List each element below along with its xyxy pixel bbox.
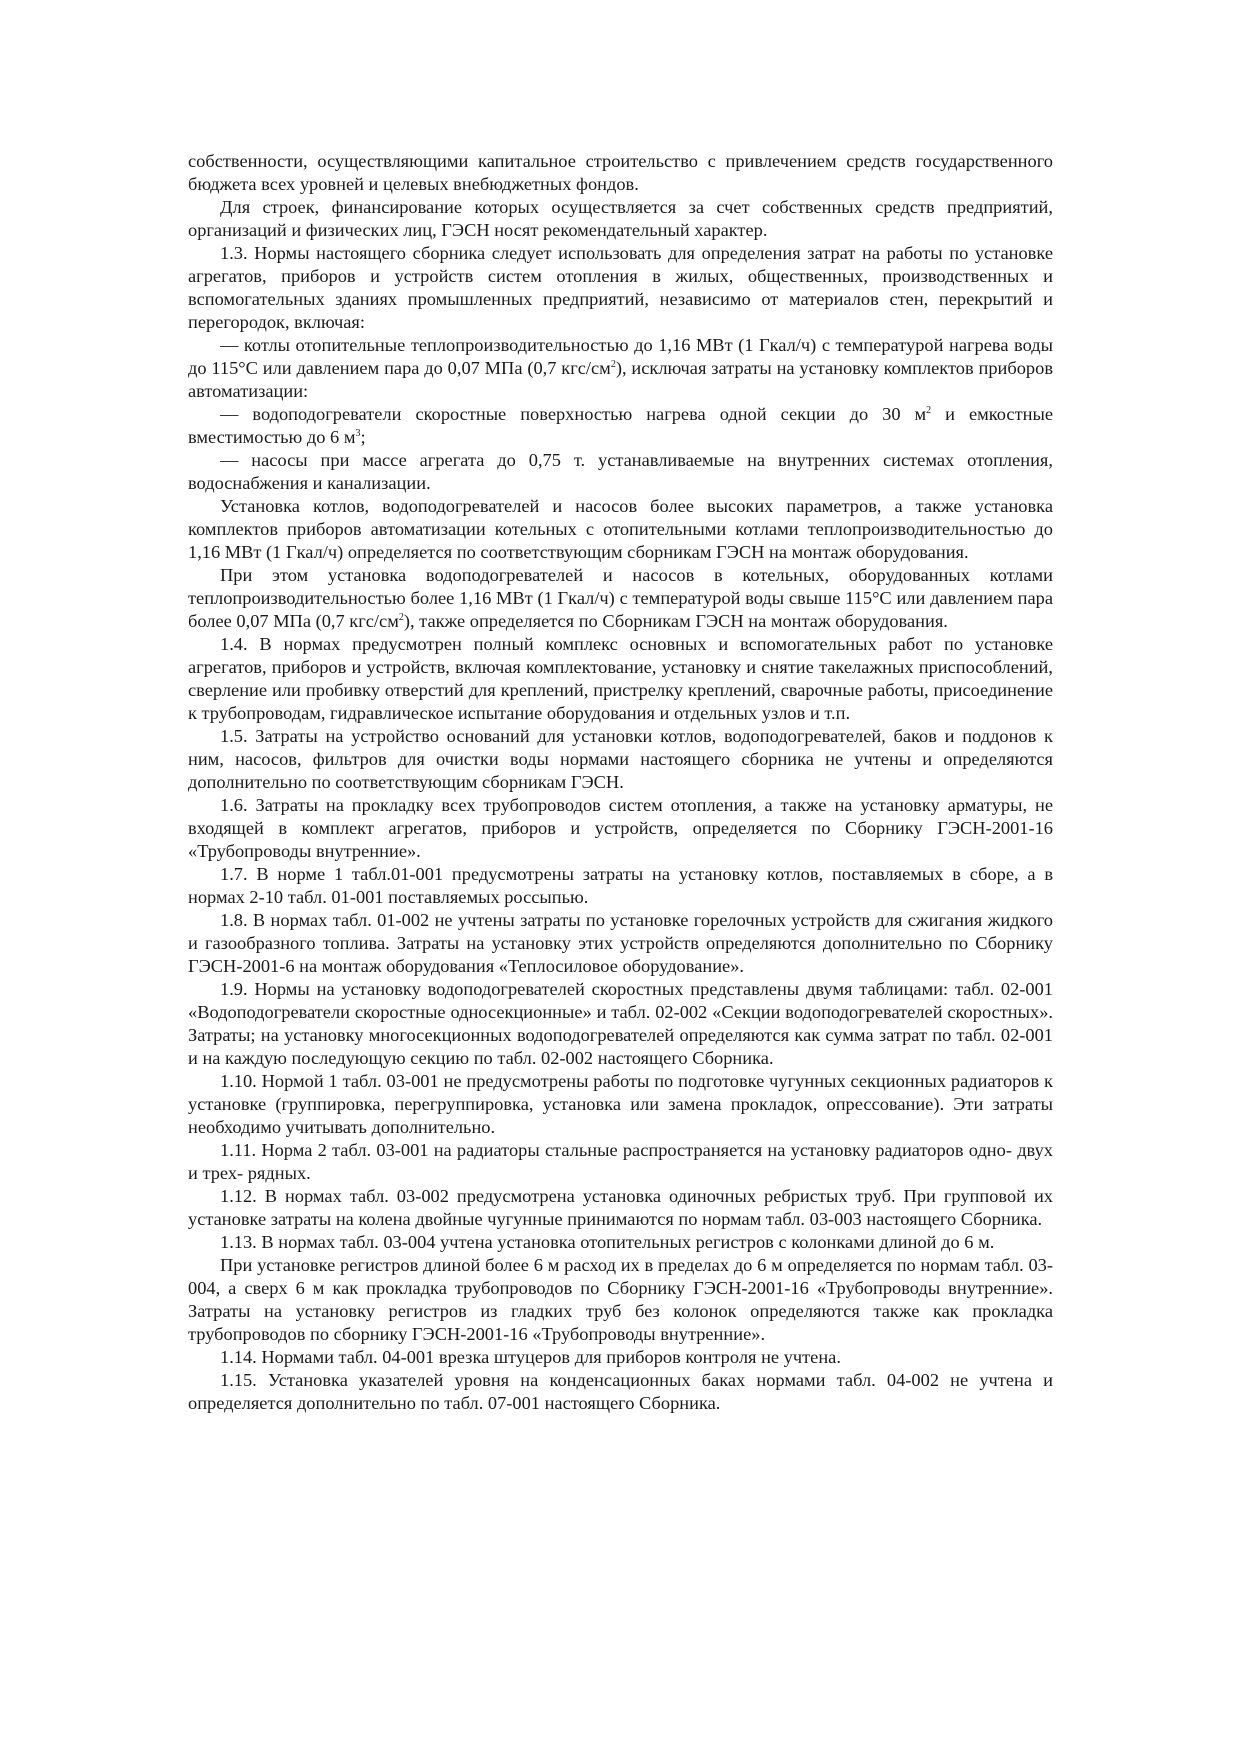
paragraph-text: — насосы при массе агрегата до 0,75 т. устанавливаемые на внутренних системах отопления, водоснабжения и канализации. bbox=[188, 450, 1053, 493]
paragraph-p14 bbox=[188, 1070, 1053, 1139]
paragraph-text: При этом установка водоподогревателей и насосов в котельных, оборудованных котлами теплопроизводительностью более 1,16 МВт (1 Гкал/ч) с температурой воды свыше 115°С или давлением пара более 0,07 МПа (0,7 кгс/см bbox=[188, 565, 1053, 631]
paragraph-text: 1.5. Затраты на устройство оснований для установки котлов, водоподогревателей, баков и поддонов к ним, насосов, фильтров для очистки воды нормами настоящего сборника не учтены и определяются дополнительно по соответствующим сборникам ГЭСН. bbox=[188, 726, 1053, 792]
paragraph-text: Установка котлов, водоподогревателей и насосов более высоких параметров, а также установка комплектов приборов автоматизации котельных с отопительными котлами теплопроизводительностью до 1,16 МВт (1 Гкал/ч) определяется по соответствующим сборникам ГЭСН на монтаж оборудования. bbox=[188, 496, 1053, 562]
paragraph-text: ), также определяется по Сборникам ГЭСН на монтаж оборудования. bbox=[403, 611, 948, 631]
paragraph-text: — водоподогреватели скоростные поверхностью нагрева одной секции до 30 м bbox=[220, 404, 927, 424]
paragraph-p13 bbox=[188, 978, 1053, 1070]
paragraph-p9 bbox=[188, 725, 1053, 794]
paragraph-text: 1.15. Установка указателей уровня на конденсационных баках нормами табл. 04-002 не учтена и определяется дополнительно по табл. 07-001 настоящего Сборника. bbox=[188, 1370, 1053, 1413]
paragraph-p7 bbox=[188, 564, 1053, 633]
paragraph-text: 1.9. Нормы на установку водоподогревателей скоростных представлены двумя таблицами: табл. 02-001 «Водоподогреватели скоростные односекционные» и табл. 02-002 «Секции водоподогревателей скоростных». Затраты; на установку многосекционных водоподогревателей определяются как сумма затрат по табл. 02-001 и на каждую последующую секцию по табл. 02-002 настоящего Сборника. bbox=[188, 979, 1053, 1068]
paragraph-text: 1.11. Норма 2 табл. 03-001 на радиаторы стальные распространяется на установку радиаторов одно- двух и трех- рядных. bbox=[188, 1140, 1053, 1183]
paragraph-text: 1.14. Нормами табл. 04-001 врезка штуцеров для приборов контроля не учтена. bbox=[220, 1347, 841, 1367]
paragraph-p1 bbox=[188, 196, 1053, 242]
paragraph-p8 bbox=[188, 633, 1053, 725]
paragraph-p11 bbox=[188, 863, 1053, 909]
superscript: 2 bbox=[610, 358, 616, 370]
paragraph-text: 1.3. Нормы настоящего сборника следует использовать для определения затрат на работы по установке агрегатов, приборов и устройств систем отопления в жилых, общественных, производственных и вспомогательных зданиях промышленных предприятий, независимо от материалов стен, перекрытий и перегородок, включая: bbox=[188, 243, 1053, 332]
paragraph-p17 bbox=[188, 1231, 1053, 1254]
paragraph-text: 1.12. В нормах табл. 03-002 предусмотрена установка одиночных ребристых труб. При групповой их установке затраты на колена двойные чугунные принимаются по нормам табл. 03-003 настоящего Сборника. bbox=[188, 1186, 1053, 1229]
paragraph-p0 bbox=[188, 150, 1053, 196]
paragraph-text: 1.4. В нормах предусмотрен полный комплекс основных и вспомогательных работ по установке агрегатов, приборов и устройств, включая комплектование, установку и снятие такелажных приспособлений, сверление или пробивку отверстий для креплений, пристрелку креплений, сварочные работы, присоединение к трубопроводам, гидравлическое испытание оборудования и отдельных узлов и т.п. bbox=[188, 634, 1053, 723]
paragraph-p4 bbox=[188, 403, 1053, 449]
paragraph-text: — котлы отопительные теплопроизводительностью до 1,16 МВт (1 Гкал/ч) с температурой нагрева воды до 115°С или давлением пара до 0,07 МПа (0,7 кгс/см bbox=[188, 335, 1053, 378]
paragraph-text: 1.10. Нормой 1 табл. 03-001 не предусмотрены работы по подготовке чугунных секционных радиаторов к установке (группировка, перегруппировка, установка или замена прокладок, опрессование). Эти затраты необходимо учитывать дополнительно. bbox=[188, 1071, 1053, 1137]
superscript: 2 bbox=[926, 404, 932, 416]
paragraph-p3 bbox=[188, 334, 1053, 403]
paragraph-text: 1.7. В норме 1 табл.01-001 предусмотрены затраты на установку котлов, поставляемых в сборе, а в нормах 2-10 табл. 01-001 поставляемых россыпью. bbox=[188, 864, 1053, 907]
superscript: 2 bbox=[398, 611, 404, 623]
superscript: 3 bbox=[355, 427, 361, 439]
paragraph-text: ; bbox=[360, 427, 366, 447]
paragraph-p6 bbox=[188, 495, 1053, 564]
paragraph-text: 1.6. Затраты на прокладку всех трубопроводов систем отопления, а также на установку арматуры, не входящей в комплект агрегатов, приборов и устройств, определяется по Сборнику ГЭСН-2001-16 «Трубопроводы внутренние». bbox=[188, 795, 1053, 861]
paragraph-p16 bbox=[188, 1185, 1053, 1231]
paragraph-text: Для строек, финансирование которых осуществляется за счет собственных средств предприятий, организаций и физических лиц, ГЭСН носят рекомендательный характер. bbox=[188, 197, 1053, 240]
document-body bbox=[188, 150, 1053, 1415]
paragraph-text: ), исключая затраты на установку комплектов приборов автоматизации: bbox=[188, 358, 1053, 401]
paragraph-p2 bbox=[188, 242, 1053, 334]
paragraph-text: собственности, осуществляющими капитальное строительство с привлечением средств государственного бюджета всех уровней и целевых внебюджетных фондов. bbox=[188, 151, 1053, 194]
paragraph-p19 bbox=[188, 1346, 1053, 1369]
paragraph-text: 1.8. В нормах табл. 01-002 не учтены затраты по установке горелочных устройств для сжигания жидкого и газообразного топлива. Затраты на установку этих устройств определяются дополнительно по Сборнику ГЭСН-2001-6 на монтаж оборудования «Теплосиловое оборудование». bbox=[188, 910, 1053, 976]
paragraph-text: При установке регистров длиной более 6 м расход их в пределах до 6 м определяется по нормам табл. 03-004, а сверх 6 м как прокладка трубопроводов по Сборнику ГЭСН-2001-16 «Трубопроводы внутренние». Затраты на установку регистров из гладких труб без колонок определяются также как прокладка трубопроводов по сборнику ГЭСН-2001-16 «Трубопроводы внутренние». bbox=[188, 1255, 1053, 1344]
paragraph-p15 bbox=[188, 1139, 1053, 1185]
paragraph-text: 1.13. В нормах табл. 03-004 учтена установка отопительных регистров с колонками длиной до 6 м. bbox=[220, 1232, 995, 1252]
paragraph-p12 bbox=[188, 909, 1053, 978]
paragraph-text: и емкостные вместимостью до 6 м bbox=[188, 404, 1053, 447]
paragraph-p20 bbox=[188, 1369, 1053, 1415]
paragraph-p18 bbox=[188, 1254, 1053, 1346]
paragraph-p5 bbox=[188, 449, 1053, 495]
paragraph-p10 bbox=[188, 794, 1053, 863]
